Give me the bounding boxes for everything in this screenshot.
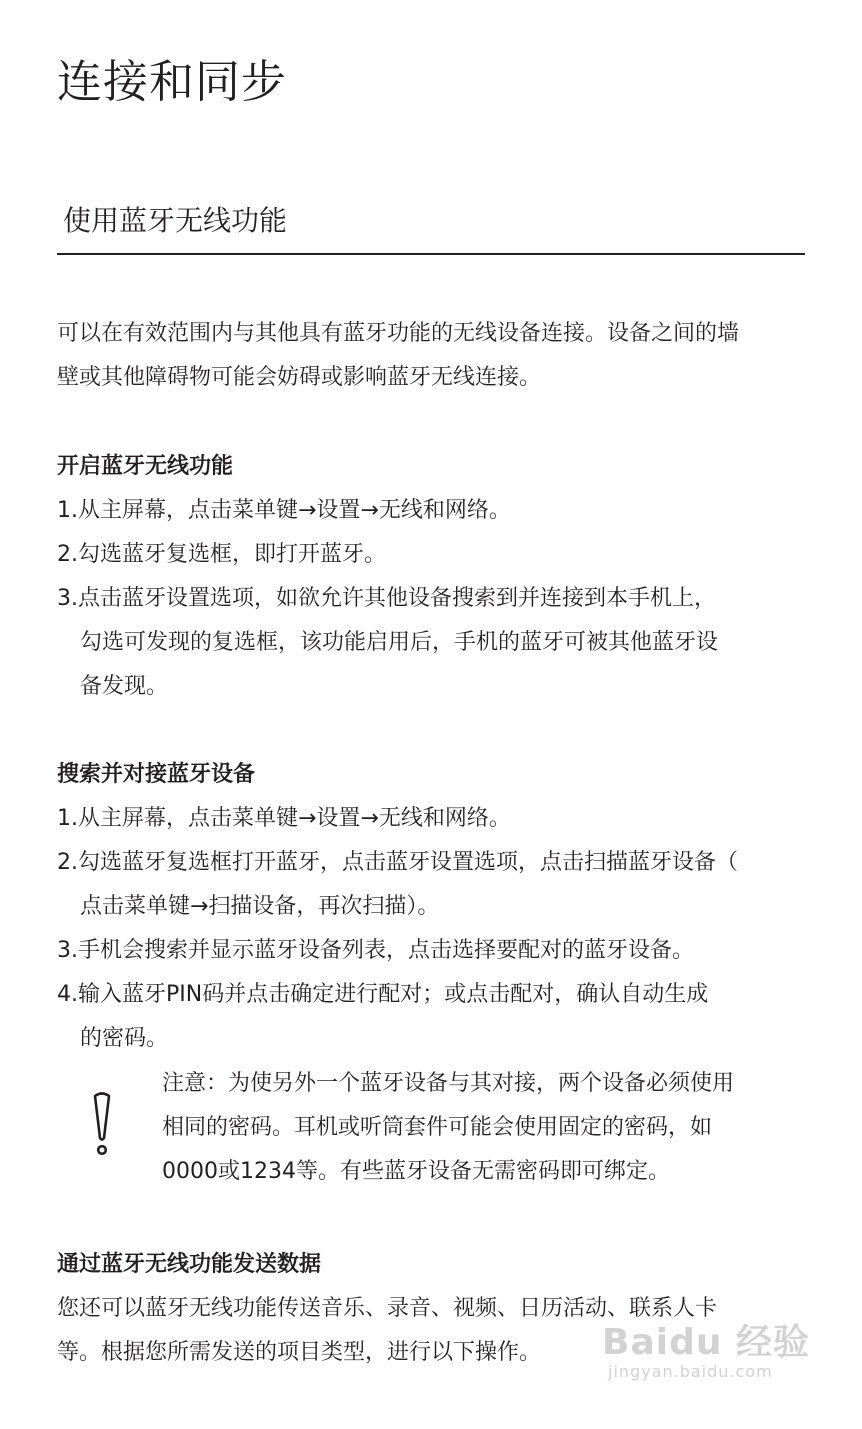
baidu-watermark bbox=[602, 1314, 812, 1394]
send-line: 您还可以蓝牙无线功能传送音乐、录音、视频、日历活动、联系人卡 bbox=[57, 1296, 718, 1321]
step-line: 1.从主屏幕，点击菜单键→设置→无线和网络。 bbox=[57, 498, 511, 523]
chapter-title: 连接和同步 bbox=[57, 55, 288, 108]
intro-line: 壁或其他障碍物可能会妨碍或影响蓝牙无线连接。 bbox=[57, 365, 542, 390]
step-line: 备发现。 bbox=[80, 674, 169, 699]
step-item bbox=[57, 973, 817, 1061]
step-line: 2.勾选蓝牙复选框打开蓝牙，点击蓝牙设置选项，点击扫描蓝牙设备（ bbox=[57, 850, 738, 875]
step-item bbox=[57, 841, 817, 929]
step-item bbox=[57, 797, 817, 841]
enable-bluetooth-steps bbox=[57, 489, 817, 709]
step-item bbox=[57, 533, 817, 577]
pair-devices-heading: 搜索并对接蓝牙设备 bbox=[57, 762, 256, 787]
step-line: 点击菜单键→扫描设备，再次扫描）。 bbox=[80, 894, 440, 919]
note-line: 0000或1234等。有些蓝牙设备无需密码即可绑定。 bbox=[162, 1159, 670, 1184]
send-line: 等。根据您所需发送的项目类型，进行以下操作。 bbox=[57, 1340, 542, 1365]
step-item bbox=[57, 929, 817, 973]
section-title: 使用蓝牙无线功能 bbox=[63, 204, 288, 237]
step-item bbox=[57, 489, 817, 533]
pair-devices-steps bbox=[57, 797, 817, 1061]
note-line: 注意：为使另外一个蓝牙设备与其对接，两个设备必须使用 bbox=[162, 1071, 735, 1096]
step-line: 勾选可发现的复选框，该功能启用后，手机的蓝牙可被其他蓝牙设 bbox=[80, 630, 719, 655]
intro-paragraph bbox=[57, 312, 817, 400]
send-data-heading: 通过蓝牙无线功能发送数据 bbox=[57, 1252, 322, 1277]
step-line: 3.点击蓝牙设置选项，如欲允许其他设备搜索到并连接到本手机上， bbox=[57, 586, 716, 611]
step-line: 的密码。 bbox=[80, 1026, 169, 1051]
note-callout bbox=[57, 1062, 817, 1202]
step-line: 2.勾选蓝牙复选框，即打开蓝牙。 bbox=[57, 542, 386, 567]
step-line: 4.输入蓝牙PIN码并点击确定进行配对；或点击配对，确认自动生成 bbox=[57, 982, 709, 1007]
watermark-logo: Baidu 经验 bbox=[602, 1322, 811, 1363]
step-item bbox=[57, 577, 817, 709]
watermark-url: jingyan.baidu.com bbox=[608, 1362, 773, 1381]
step-line: 3.手机会搜索并显示蓝牙设备列表，点击选择要配对的蓝牙设备。 bbox=[57, 938, 694, 963]
exclamation-icon bbox=[91, 1092, 113, 1158]
enable-bluetooth-heading: 开启蓝牙无线功能 bbox=[57, 454, 234, 479]
section-divider bbox=[57, 253, 805, 255]
note-text bbox=[162, 1062, 734, 1194]
note-line: 相同的密码。耳机或听筒套件可能会使用固定的密码，如 bbox=[162, 1115, 713, 1140]
step-line: 1.从主屏幕，点击菜单键→设置→无线和网络。 bbox=[57, 806, 511, 831]
intro-line: 可以在有效范围内与其他具有蓝牙功能的无线设备连接。设备之间的墙 bbox=[57, 321, 740, 346]
